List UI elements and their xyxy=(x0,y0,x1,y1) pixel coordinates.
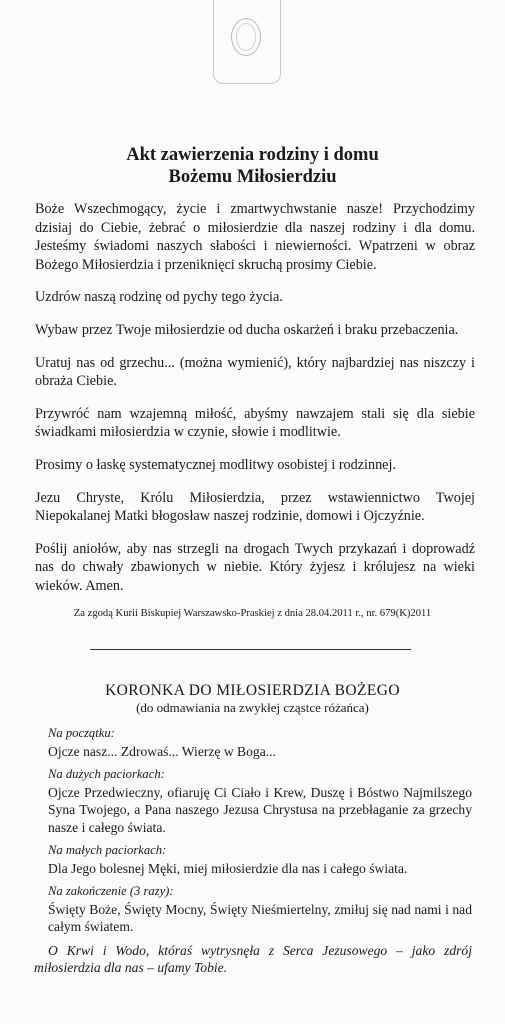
hanger-cutout xyxy=(213,0,281,84)
prayer-paragraph: Uratuj nas od grzechu... (można wymienić), który najbardziej nas niszczy i obraża Ciebie. xyxy=(35,354,475,390)
chaplet-section-text: Ojcze Przedwieczny, ofiaruję Ci Ciało i Krew, Duszę i Bóstwo Najmilszego Syna Twojego, a Pana naszego Jezusa Chrystusa na przebłaganie za grzechy nasze i całego świata. xyxy=(48,784,472,835)
chaplet-closing-invocation: O Krwi i Wodo, któraś wytrysnęła z Serca Jezusowego – jako zdrój miłosierdzia dla nas – ufamy Tobie. xyxy=(34,942,472,975)
chaplet-section-text: Święty Boże, Święty Mocny, Święty Nieśmiertelny, zmiłuj się nad nami i nad całym światem. xyxy=(48,901,472,934)
prayer-paragraph: Uzdrów naszą rodzinę od pychy tego życia. xyxy=(35,289,283,306)
prayer-body xyxy=(35,200,475,610)
chaplet-section xyxy=(34,883,472,936)
chaplet-section-text: Dla Jego bolesnej Męki, miej miłosierdzie dla nas i całego świata. xyxy=(48,860,408,876)
chaplet-section xyxy=(34,842,472,877)
prayer-paragraph: Przywróć nam wzajemną miłość, abyśmy nawzajem stali się dla siebie świadkami miłosierdzia w czynie, słowie i modlitwie. xyxy=(35,405,475,441)
chaplet-body xyxy=(34,725,472,977)
prayer-paragraph: Prosimy o łaskę systematycznej modlitwy osobistej i rodzinnej. xyxy=(35,456,396,473)
chaplet-section-heading: Na początku: xyxy=(48,726,115,740)
hanger-hole-inner xyxy=(236,23,256,51)
church-approval-note: Za zgodą Kurii Biskupiej Warszawsko-Praskiej z dnia 28.04.2011 r., nr. 679(K)2011 xyxy=(73,608,432,619)
chaplet-subtitle: (do odmawiania na zwykłej cząstce różańca) xyxy=(136,700,369,715)
prayer-paragraph: Boże Wszechmogący, życie i zmartwychwstanie nasze! Przychodzimy dzisiaj do Ciebie, żebrać o miłosierdzie dla naszej rodziny i dla domu. Jesteśmy świadomi naszych słabości i niewierności. Wpatrzeni w obraz Bożego Miłosierdzia i przeniknięci skruchą prosimy Ciebie. xyxy=(35,201,475,273)
chaplet-section xyxy=(34,766,472,836)
prayer-title-line1: Akt zawierzenia rodziny i domu xyxy=(126,145,379,165)
prayer-paragraph: Jezu Chryste, Królu Miłosierdzia, przez wstawiennictwo Twojej Niepokalanej Matki błogosław naszej rodzinie, domowi i Ojczyźnie. xyxy=(35,489,475,525)
prayer-title-line2: Bożemu Miłosierdziu xyxy=(168,167,337,187)
prayer-paragraph: Poślij aniołów, aby nas strzegli na drogach Twych przykazań i doprowadź nas do chwały zbawionych w niebie. Który żyjesz i królujesz na wieki wieków. Amen. xyxy=(35,540,475,594)
section-divider xyxy=(90,649,411,650)
chaplet-section-heading: Na małych paciorkach: xyxy=(48,843,167,857)
chaplet-title: KORONKA DO MIŁOSIERDZIA BOŻEGO xyxy=(105,682,400,699)
prayer-paragraph: Wybaw przez Twoje miłosierdzie od ducha oskarżeń i braku przebaczenia. xyxy=(35,321,459,338)
prayer-title xyxy=(0,144,505,188)
chaplet-section-heading: Na zakończenie (3 razy): xyxy=(48,884,174,898)
chaplet-section-text: Ojcze nasz... Zdrowaś... Wierzę w Boga... xyxy=(48,743,276,759)
chaplet-section xyxy=(34,725,472,760)
chaplet-section-heading: Na dużych paciorkach: xyxy=(48,767,165,781)
